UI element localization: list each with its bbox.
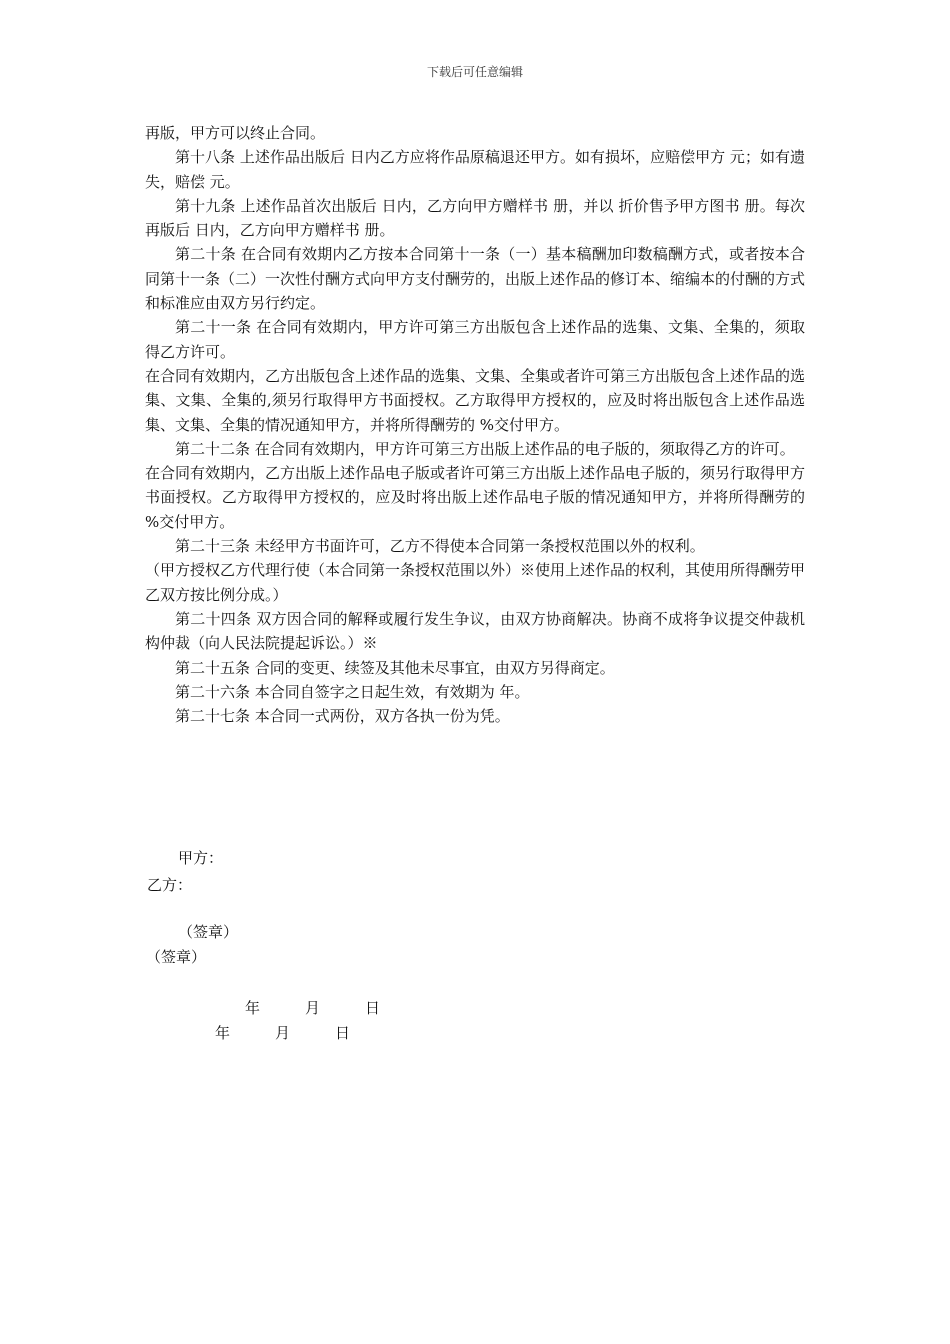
paragraph: 再版，甲方可以终止合同。 [145,124,326,142]
clause-21: 第二十一条 在合同有效期内，甲方许可第三方出版包含上述作品的选集、文集、全集的，须取得乙方许可。 [145,318,805,361]
clause-22-continued: 在合同有效期内，乙方出版上述作品电子版或者许可第三方出版上述作品电子版的，须另行取得甲方书面授权。乙方取得甲方授权的，应及时将出版上述作品电子版的情况通知甲方，并将所得酬劳的 %交付甲方。 [145,464,806,531]
clause-19: 第十九条 上述作品首次出版后 日内，乙方向甲方赠样书 册，并以 折价售予甲方图书 册。每次再版后 日内，乙方向甲方赠样书 册。 [145,196,805,240]
clause-26: 第二十六条 本合同自签字之日起生效，有效期为 年。 [175,682,530,701]
clause-25: 第二十五条 合同的变更、续签及其他未尽事宜，由双方另得商定。 [175,658,615,677]
page-header: 下载后可任意编辑 [426,65,523,79]
party-b-seal: （签章） [146,948,207,966]
clause-23: 第二十三条 未经甲方书面许可，乙方不得使本合同第一条授权范围以外的权利。 [175,537,705,556]
party-b-date: 年 月 日 [215,1024,351,1042]
clause-20: 第二十条 在合同有效期内乙方按本合同第十一条（一）基本稿酬加印数稿酬方式，或者按本合同第十一条（二）一次性付酬方式向甲方支付酬劳的，出版上述作品的修订本、缩编本的付酬的方式和标准应由双方另行约定。 [145,245,806,313]
clause-22: 第二十二条 在合同有效期内，甲方许可第三方出版上述作品的电子版的，须取得乙方的许可。 [175,439,795,458]
party-b-label: 乙方： [147,876,193,894]
clause-27: 第二十七条 本合同一式两份，双方各执一份为凭。 [175,707,510,726]
clause-18: 第十八条 上述作品出版后 日内乙方应将作品原稿退还甲方。如有损坏，应赔偿甲方 元；如有遗失，赔偿 元。 [145,148,805,191]
party-a-seal: （签章） [178,923,239,941]
contract-body [145,121,805,728]
party-a-label: 甲方： [178,849,224,867]
clause-24: 第二十四条 双方因合同的解释或履行发生争议，由双方协商解决。协商不成将争议提交仲裁机构仲裁（向人民法院提起诉讼。）※ [145,609,805,653]
party-a-date: 年 月 日 [245,999,381,1017]
clause-21-continued: 在合同有效期内，乙方出版包含上述作品的选集、文集、全集或者许可第三方出版包含上述作品的选集、文集、全集的,须另行取得甲方书面授权。乙方取得甲方授权的，应及时将出版包含上述作品选集、文集、全集的情况通知甲方，并将所得酬劳的 %交付甲方。 [145,366,806,434]
clause-23-continued: （甲方授权乙方代理行使（本合同第一条授权范围以外）※使用上述作品的权利，其使用所得酬劳甲乙双方按比例分成。） [145,561,806,604]
